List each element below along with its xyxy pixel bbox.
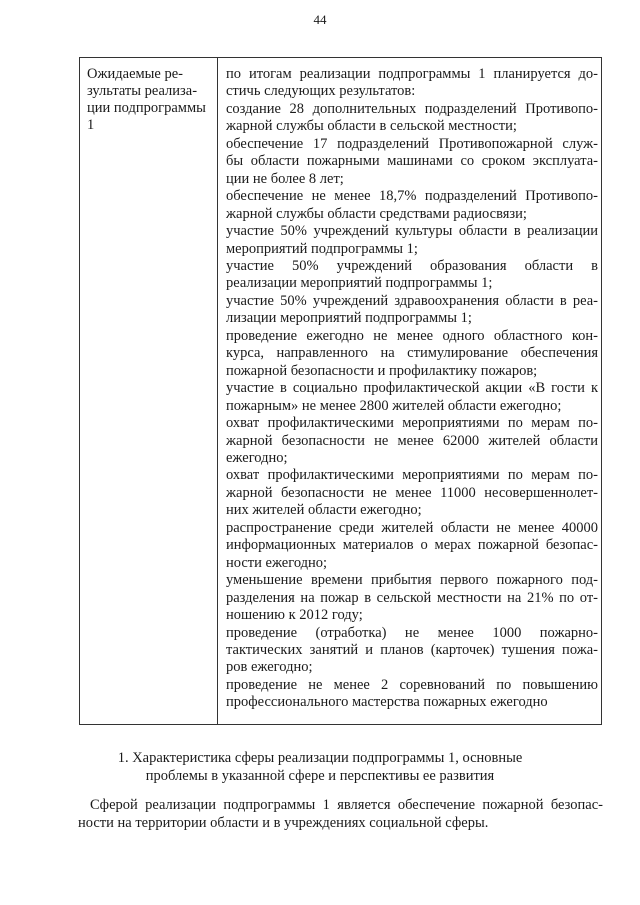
content-line: стичь следующих результатов: [226, 83, 416, 100]
content-line: жарной безопасности не менее 11000 несовершеннолет- [226, 484, 598, 501]
content-line: участие в социально профилактической акции «В гости к [226, 380, 598, 397]
content-line: охват профилактическими мероприятиями по мерам по- [226, 467, 598, 484]
content-line: участие 50% учреждений культуры области в реализации [226, 223, 598, 240]
label-line: зультаты реализа- [87, 83, 198, 99]
content-line: жарной безопасности не менее 62000 жителей области [226, 432, 598, 449]
content-line: тактических занятий и планов (карточек) тушения пожа- [226, 641, 598, 658]
content-line: жарной службы области средствами радиосвязи; [226, 205, 527, 222]
content-line: них жителей области ежегодно; [226, 502, 422, 519]
label-line: 1 [87, 117, 95, 133]
content-line: обеспечение не менее 18,7% подразделений Противопо- [226, 188, 598, 205]
content-line: жарной службы области в сельской местности; [226, 118, 517, 135]
label-line: ции подпрограммы [87, 100, 206, 116]
content-line: участие 50% учреждений здравоохранения области в реа- [226, 292, 598, 309]
page-number: 44 [313, 12, 327, 27]
content-line: лизации мероприятий подпрограммы 1; [226, 310, 472, 327]
section-heading [0, 749, 640, 785]
content-line: проведение ежегодно не менее одного областного кон- [226, 327, 598, 344]
column-divider [217, 58, 218, 724]
table-content-cell [226, 66, 598, 712]
content-line: проведение (отработка) не менее 1000 пожарно- [226, 624, 598, 641]
content-line: охват профилактическими мероприятиями по мерам по- [226, 415, 598, 432]
content-line: проведение не менее 2 соревнований по повышению [226, 676, 598, 693]
results-table [79, 57, 602, 725]
content-line: ции не более 8 лет; [226, 170, 344, 187]
content-line: ров ежегодно; [226, 659, 313, 676]
content-line: пожарной безопасности и профилактику пожаров; [226, 362, 538, 379]
content-line: курса, направленного на стимулирование обеспечения [226, 345, 598, 362]
content-line: уменьшение времени прибытия первого пожарного под- [226, 572, 598, 589]
content-line: информационных материалов о мерах пожарной безопас- [226, 537, 598, 554]
content-line: реализации мероприятий подпрограммы 1; [226, 275, 493, 292]
content-line: ежегодно; [226, 449, 288, 466]
content-line: создание 28 дополнительных подразделений Противопо- [226, 100, 598, 117]
content-line: пожарным» не менее 2800 жителей области ежегодно; [226, 397, 562, 414]
content-line: бы области пожарными машинами со сроком эксплуата- [226, 153, 598, 170]
label-line: Ожидаемые ре- [87, 66, 183, 82]
content-line: профессионального мастерства пожарных ежегодно [226, 694, 548, 711]
content-line: по итогам реализации подпрограммы 1 планируется до- [226, 66, 598, 82]
content-line: ношению к 2012 году; [226, 607, 363, 624]
heading-line: проблемы в указанной сфере и перспективы ее развития [145, 768, 495, 784]
content-line: участие 50% учреждений образования области в [226, 257, 598, 274]
table-label-cell [87, 66, 213, 134]
paragraph-line: Сферой реализации подпрограммы 1 является обеспечение пожарной безопас- [90, 797, 603, 813]
content-line: мероприятий подпрограммы 1; [226, 240, 418, 257]
content-line: распространение среди жителей области не менее 40000 [226, 519, 598, 536]
content-line: ности ежегодно; [226, 554, 328, 571]
paragraph-line: ности на территории области и в учреждениях социальной сферы. [78, 815, 489, 831]
heading-line: 1. Характеристика сферы реализации подпрограммы 1, основные [117, 750, 523, 766]
content-line: обеспечение 17 подразделений Противопожарной служ- [226, 135, 598, 152]
body-paragraph [78, 796, 603, 832]
content-line: разделения на пожар в сельской местности на 21% по от- [226, 589, 598, 606]
